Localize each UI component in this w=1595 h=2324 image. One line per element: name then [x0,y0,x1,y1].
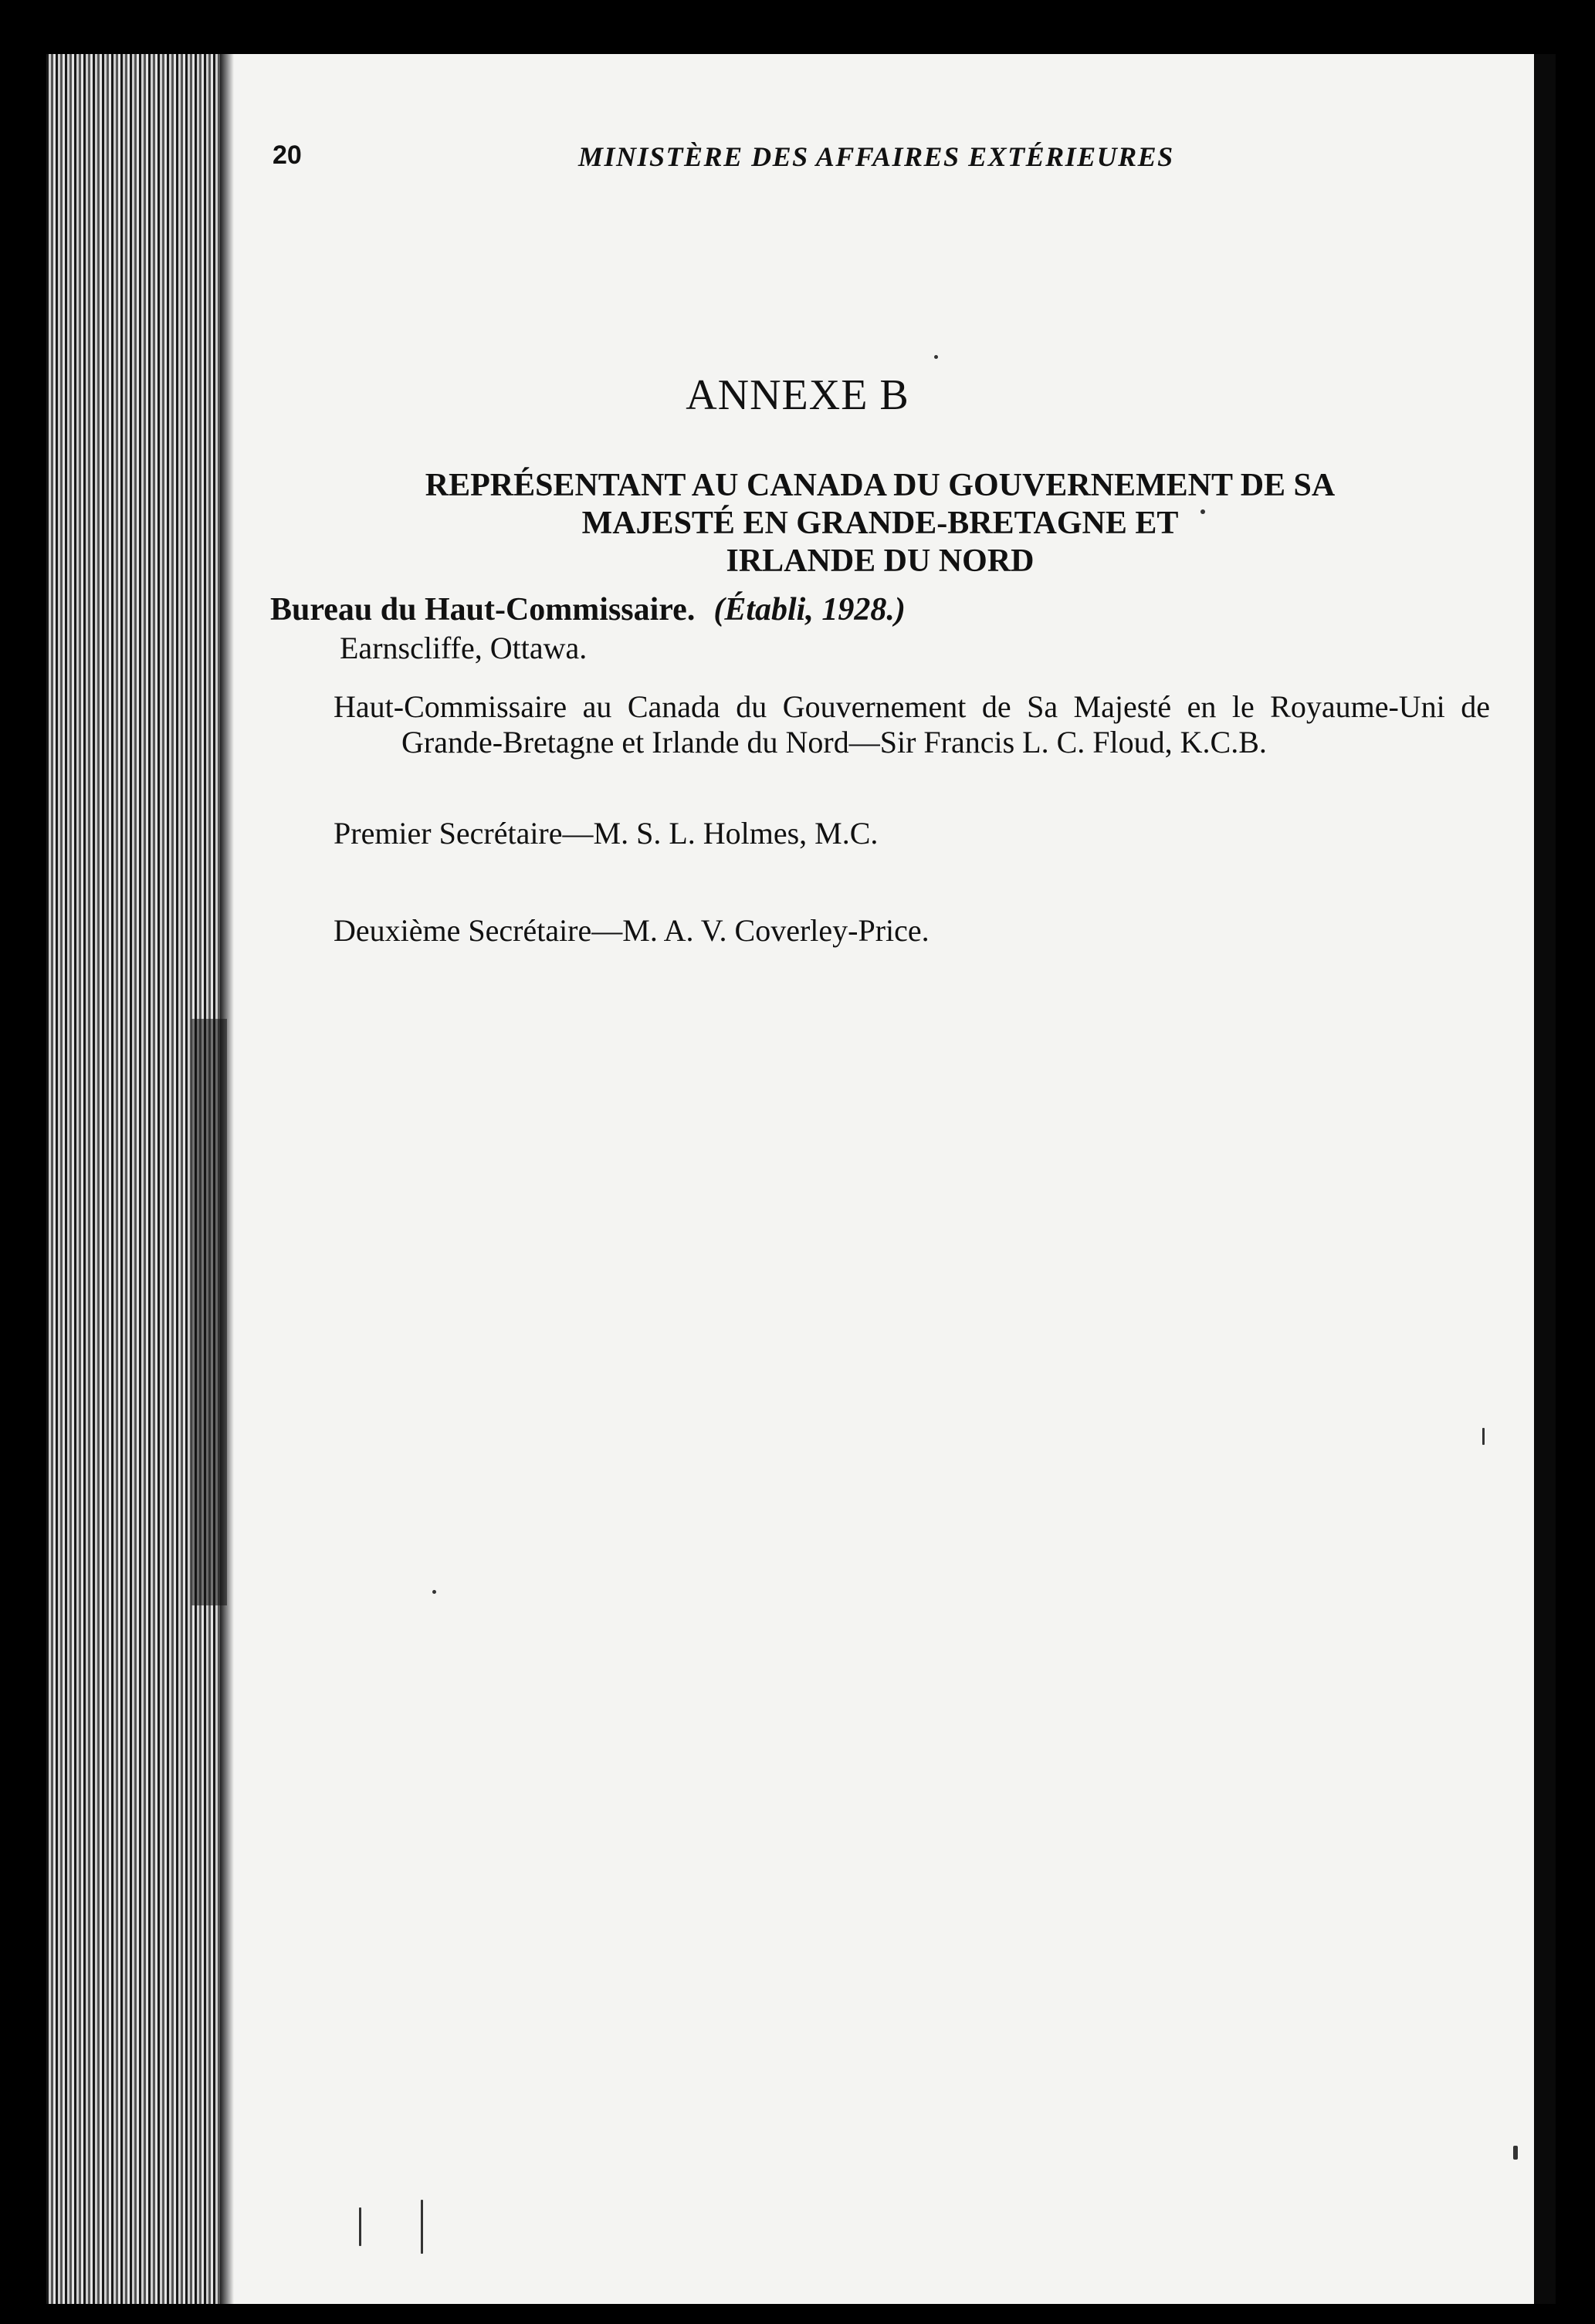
section-heading [293,467,1467,580]
scan-speck [421,2200,423,2254]
bureau-name: Bureau du Haut-Commissaire. [270,592,696,628]
scan-speck [934,355,938,359]
running-head: MINISTÈRE DES AFFAIRES EXTÉRIEURES [578,141,1174,172]
second-secretary-entry: Deuxième Secrétaire—M. A. V. Coverley-Price. [334,913,930,948]
spine-stamp [191,1019,227,1605]
page-number: 20 [273,140,302,170]
scan-speck [359,2207,361,2246]
document-body [270,590,1490,950]
bureau-established: (Établi, 1928.) [713,592,906,628]
heading-line: MAJESTÉ EN GRANDE-BRETAGNE ET [581,506,1179,541]
heading-line: REPRÉSENTANT AU CANADA DU GOUVERNEMENT DE SA [425,468,1336,503]
scan-speck [432,1590,436,1594]
first-secretary-entry: Premier Secrétaire—M. S. L. Holmes, M.C. [334,816,879,851]
high-commissioner-entry: Haut-Commissaire au Canada du Gouvernement de Sa Majesté en le Royaume-Uni de Grande-Bretagne et Irlande du Nord—Sir Francis L. C. Floud, K.C.B. [334,689,1490,759]
scan-speck [1482,1428,1485,1445]
page-header [273,140,1446,187]
bureau-line [270,590,1490,629]
heading-line: IRLANDE DU NORD [726,543,1035,579]
bureau-address: Earnscliffe, Ottawa. [340,631,588,665]
scan-speck [1513,2146,1518,2160]
annex-title: ANNEXE B [686,371,909,419]
scan-speck [1200,509,1205,514]
